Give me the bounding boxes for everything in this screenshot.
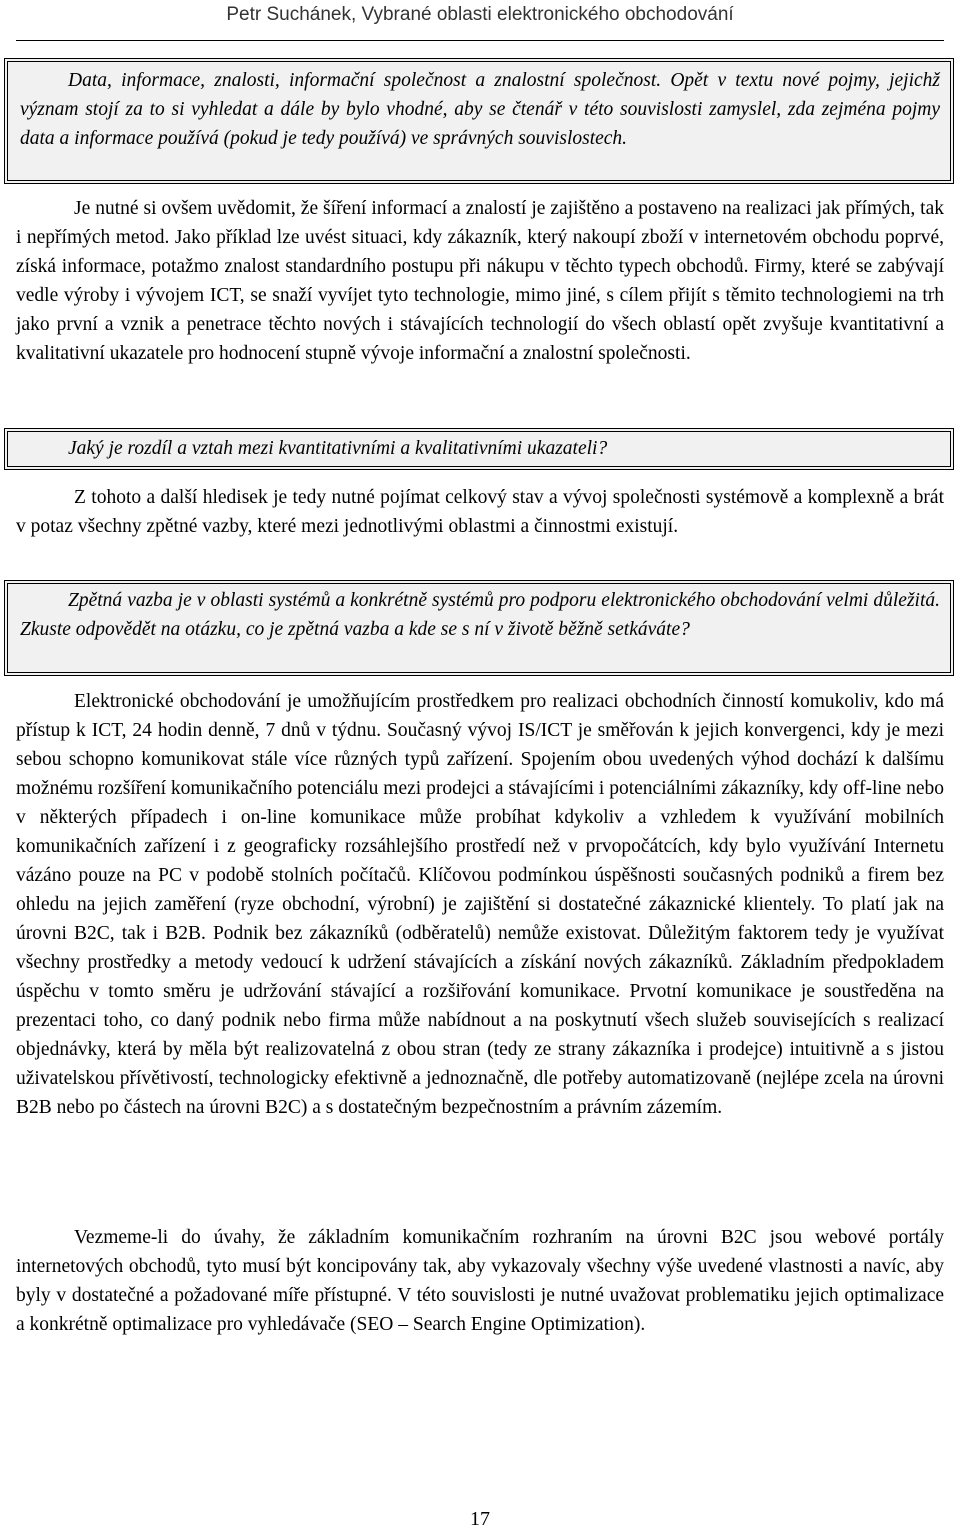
paragraph-web-portals [16, 1223, 944, 1339]
paragraph-knowledge-spread [16, 194, 944, 368]
note-box-text: Zpětná vazba je v oblasti systémů a konkrétně systémů pro podporu elektronického obchodování velmi důležitá. Zkuste odpovědět na otázku, co je zpětná vazba a kde se s ní v životě běžně setkáváte? [20, 590, 940, 640]
note-box-feedback [4, 580, 954, 676]
page-number: 17 [470, 1508, 490, 1530]
note-box-text: Jaký je rozdíl a vztah mezi kvantitativními a kvalitativními ukazateli? [68, 438, 608, 459]
paragraph-system-view [16, 483, 944, 541]
paragraph-text: Je nutné si ovšem uvědomit, že šíření informací a znalostí je zajištěno a postaveno na realizaci jak přímých, tak i nepřímých metod. Jako příklad lze uvést situaci, kdy zákazník, který nakoupí zboží v internetovém obchodu poprvé, získá informace, potažmo znalost standardního postupu při nákupu v těchto typech obchodů. Firmy, které se zabývají vedle výroby i vývojem ICT, se snaží vyvíjet tyto technologie, mimo jiné, s cílem přijít s těmito technologiemi na trh jako první a vznik a penetrace těchto nových i stávajících technologií do všech oblastí opět zvyšuje kvantitativní a kvalitativní ukazatele pro hodnocení stupně vývoje informační a znalostní společnosti. [16, 198, 944, 364]
note-box-text: Data, informace, znalosti, informační společnost a znalostní společnost. Opět v textu nové pojmy, jejichž význam stojí za to si vyhledat a dále by bylo vhodné, aby se čtenář v této souvislosti zamyslel, zda zejména pojmy data a informace používá (pokud je tedy používá) ve správných souvislostech. [20, 70, 940, 149]
note-box-definitions [4, 58, 954, 184]
paragraph-text: Elektronické obchodování je umožňujícím prostředkem pro realizaci obchodních činností komukoliv, kdo má přístup k ICT, 24 hodin denně, 7 dnů v týdnu. Současný vývoj IS/ICT je směřován k jejich konvergenci, kdy je mezi sebou schopno komunikovat stále více různých typů zařízení. Spojením obou uvedených výhod dochází k dalšímu možnému rozšíření komunikačního potenciálu mezi prodejci a stávajícími i potenciálními zákazníky, kdy off-line nebo v některých případech i on-line komunikace může probíhat kdykoliv a vzhledem k využívání mobilních komunikačních zařízení i z geograficky rozsáhlejšího prostředí než v prvopočátcích, kdy bylo využívání Internetu vázáno pouze na PC v podobě stolních počítačů. Klíčovou podmínkou úspěšnosti současných podniků a firem bez ohledu na jejich zaměření (ryze obchodní, výrobní) je zajištění si dostatečné zákaznické klientely. To platí jak na úrovni B2C, tak i B2B. Podnik bez zákazníků (odběratelů) nemůže existovat. Důležitým faktorem tedy je využívat všechny prostředky a metody vedoucí k udržení stávajících a získání nových zákazníků. Základním předpokladem úspěchu v tomto směru je udržování stávající a rozšiřování komunikace. Prvotní komunikace je soustředěna na prezentaci toho, co daný podnik nebo firma může nabídnout a na poskytnutí všech služeb souvisejících s realizací objednávky, která by měla být realizovatelná z obou stran (tedy ze strany zákazníka i prodejce) intuitivně a s jistou uživatelskou přívětivostí, technologicky efektivně a jednoznačně, dle potřeby automatizovaně (nejlépe zcela na úrovni B2B nebo po částech na úrovni B2C) a s dostatečným bezpečnostním a právním zázemím. [16, 691, 944, 1118]
header-rule [16, 40, 944, 41]
note-box-question-indicators [4, 428, 954, 470]
running-header: Petr Suchánek, Vybrané oblasti elektronického obchodování [226, 4, 734, 25]
paragraph-text: Z tohoto a další hledisek je tedy nutné pojímat celkový stav a vývoj společnosti systémově a komplexně a brát v potaz všechny zpětné vazby, které mezi jednotlivými oblastmi a činnostmi existují. [16, 487, 944, 537]
paragraph-e-commerce [16, 687, 944, 1122]
paragraph-text: Vezmeme-li do úvahy, že základním komunikačním rozhraním na úrovni B2C jsou webové portály internetových obchodů, tyto musí být koncipovány tak, aby vykazovaly všechny výše uvedené vlastnosti a navíc, aby byly v dostatečné a požadované míře přístupné. V této souvislosti je nutné uvažovat problematiku jejich optimalizace a konkrétně optimalizace pro vyhledávače (SEO – Search Engine Optimization). [16, 1227, 944, 1335]
